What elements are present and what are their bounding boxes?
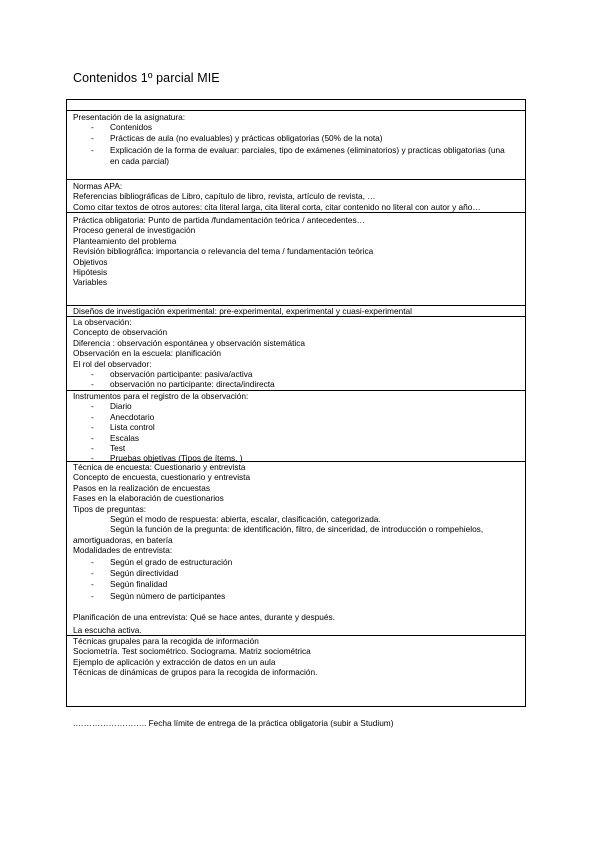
bullet-dash: - <box>91 590 94 601</box>
text-line: Como citar textos de otros autores: cita literal larga, cita literal corta, citar contenido no literal con autor y año… <box>73 201 481 212</box>
text-line: Revisión bibliográfica: importancia o relevancia del tema / fundamentación teórica <box>73 246 374 257</box>
list-item: - Prácticas de aula (no evaluables) y prácticas obligatorias (50% de la nota) <box>91 132 383 143</box>
bullet-dash: - <box>91 145 94 156</box>
section-heading: Instrumentos para el registro de la observación: <box>73 391 249 401</box>
list-item: - observación no participante: directa/indirecta <box>91 379 275 390</box>
text-line: Pasos en la realización de encuestas <box>73 482 210 493</box>
text-line: Variables <box>73 277 107 288</box>
bullet-dash: - <box>91 453 94 464</box>
bullet-dash: - <box>91 379 94 390</box>
text-line: Planteamiento del problema <box>73 235 177 246</box>
section-observacion <box>67 317 525 391</box>
text-line: Sociometría. Test sociométrico. Sociograma. Matriz sociométrica <box>73 646 311 657</box>
bullet-dash: - <box>91 411 94 422</box>
bullet-dash: - <box>91 132 94 143</box>
list-item: - Escalas <box>91 432 140 443</box>
bullet-dash: - <box>91 432 94 443</box>
section-heading: Presentación de la asignatura: <box>73 112 186 122</box>
list-item: - Test <box>91 443 126 454</box>
section-heading: Práctica obligatoria: Punto de partida /fundamentación teórica / antecedentes… <box>73 215 365 225</box>
list-item: - Explicación de la forma de evaluar: parciales, tipo de exámenes (eliminatorios) y practicas obligatorias (una en cada parcial) <box>91 145 505 166</box>
text-line: Según la función de la pregunta: de identificación, filtro, de sinceridad, de introducción o rompehielos, amortiguadoras, en batería <box>73 524 484 545</box>
list-item: - Según el grado de estructuración <box>91 556 233 567</box>
bullet-dash: - <box>91 122 94 133</box>
list-item: - Lista control <box>91 422 155 433</box>
section-disenos <box>67 306 525 317</box>
text-line: Ejemplo de aplicación y extracción de datos en un aula <box>73 656 276 667</box>
bullet-dash: - <box>91 579 94 590</box>
text-line: Según el modo de respuesta: abierta, escalar, clasificación, categorizada. <box>110 514 381 525</box>
section-tecnicas-grupales <box>67 636 525 706</box>
text-line: Hipótesis <box>73 267 108 278</box>
deadline-note: .…………………….. Fecha límite de entrega de la práctica obligatoria (subir a Studium) <box>73 718 394 728</box>
bullet-dash: - <box>91 401 94 412</box>
text-line: Técnicas de dinámicas de grupos para la recogida de información. <box>73 667 318 678</box>
section-heading: La observación: <box>73 317 132 327</box>
text-line: Objetivos <box>73 256 108 267</box>
bullet-dash: - <box>91 443 94 454</box>
text-line: Proceso general de investigación <box>73 225 196 236</box>
text-line: La escucha activa. <box>73 624 142 635</box>
text-line: El rol del observador: <box>73 358 152 369</box>
page-title: Contenidos 1º parcial MIE <box>73 71 220 85</box>
bullet-dash: - <box>91 568 94 579</box>
section-heading: Normas APA: <box>73 181 123 191</box>
text-line: Concepto de observación <box>73 327 168 338</box>
bullet-dash: - <box>91 369 94 380</box>
list-item: - Contenidos <box>91 122 152 133</box>
section-instrumentos <box>67 391 525 462</box>
text-line: Tipos de preguntas: <box>73 503 147 514</box>
section-heading: Diseños de investigación experimental: pre-experimental, experimental y cuasi-experimental <box>73 306 412 316</box>
text-line: Referencias bibliográficas de Libro, capítulo de libro, revista, artículo de revista, … <box>73 191 376 202</box>
table-empty-row <box>67 100 525 111</box>
list-item: - Según finalidad <box>91 579 168 590</box>
section-normas-apa <box>67 180 525 213</box>
bullet-dash: - <box>91 422 94 433</box>
section-presentacion <box>67 111 525 180</box>
list-item: - Según directividad <box>91 568 179 579</box>
text-line: Observación en la escuela: planificación <box>73 348 222 359</box>
list-item: - Anecdotario <box>91 411 155 422</box>
bullet-dash: - <box>91 556 94 567</box>
text-line: Concepto de encuesta, cuestionario y entrevista <box>73 472 251 483</box>
section-heading: Técnicas grupales para la recogida de información <box>73 636 259 646</box>
text-line: Planificación de una entrevista: Qué se hace antes, durante y después. <box>73 612 335 623</box>
section-heading: Técnica de encuesta: Cuestionario y entrevista <box>73 462 246 472</box>
text-line: Fases en la elaboración de cuestionarios <box>73 493 224 504</box>
list-item: - Pruebas objetivas (Tipos de ítems. ) <box>91 453 243 464</box>
section-practica-obligatoria <box>67 213 525 306</box>
list-item: - Diario <box>91 401 132 412</box>
section-encuesta <box>67 462 525 636</box>
list-item: - observación participante: pasiva/activa <box>91 369 253 380</box>
text-line: Modalidades de entrevista: <box>73 545 173 556</box>
list-item: - Según número de participantes <box>91 590 226 601</box>
text-line: Diferencia : observación espontánea y observación sistemática <box>73 337 305 348</box>
contents-table <box>66 99 526 707</box>
